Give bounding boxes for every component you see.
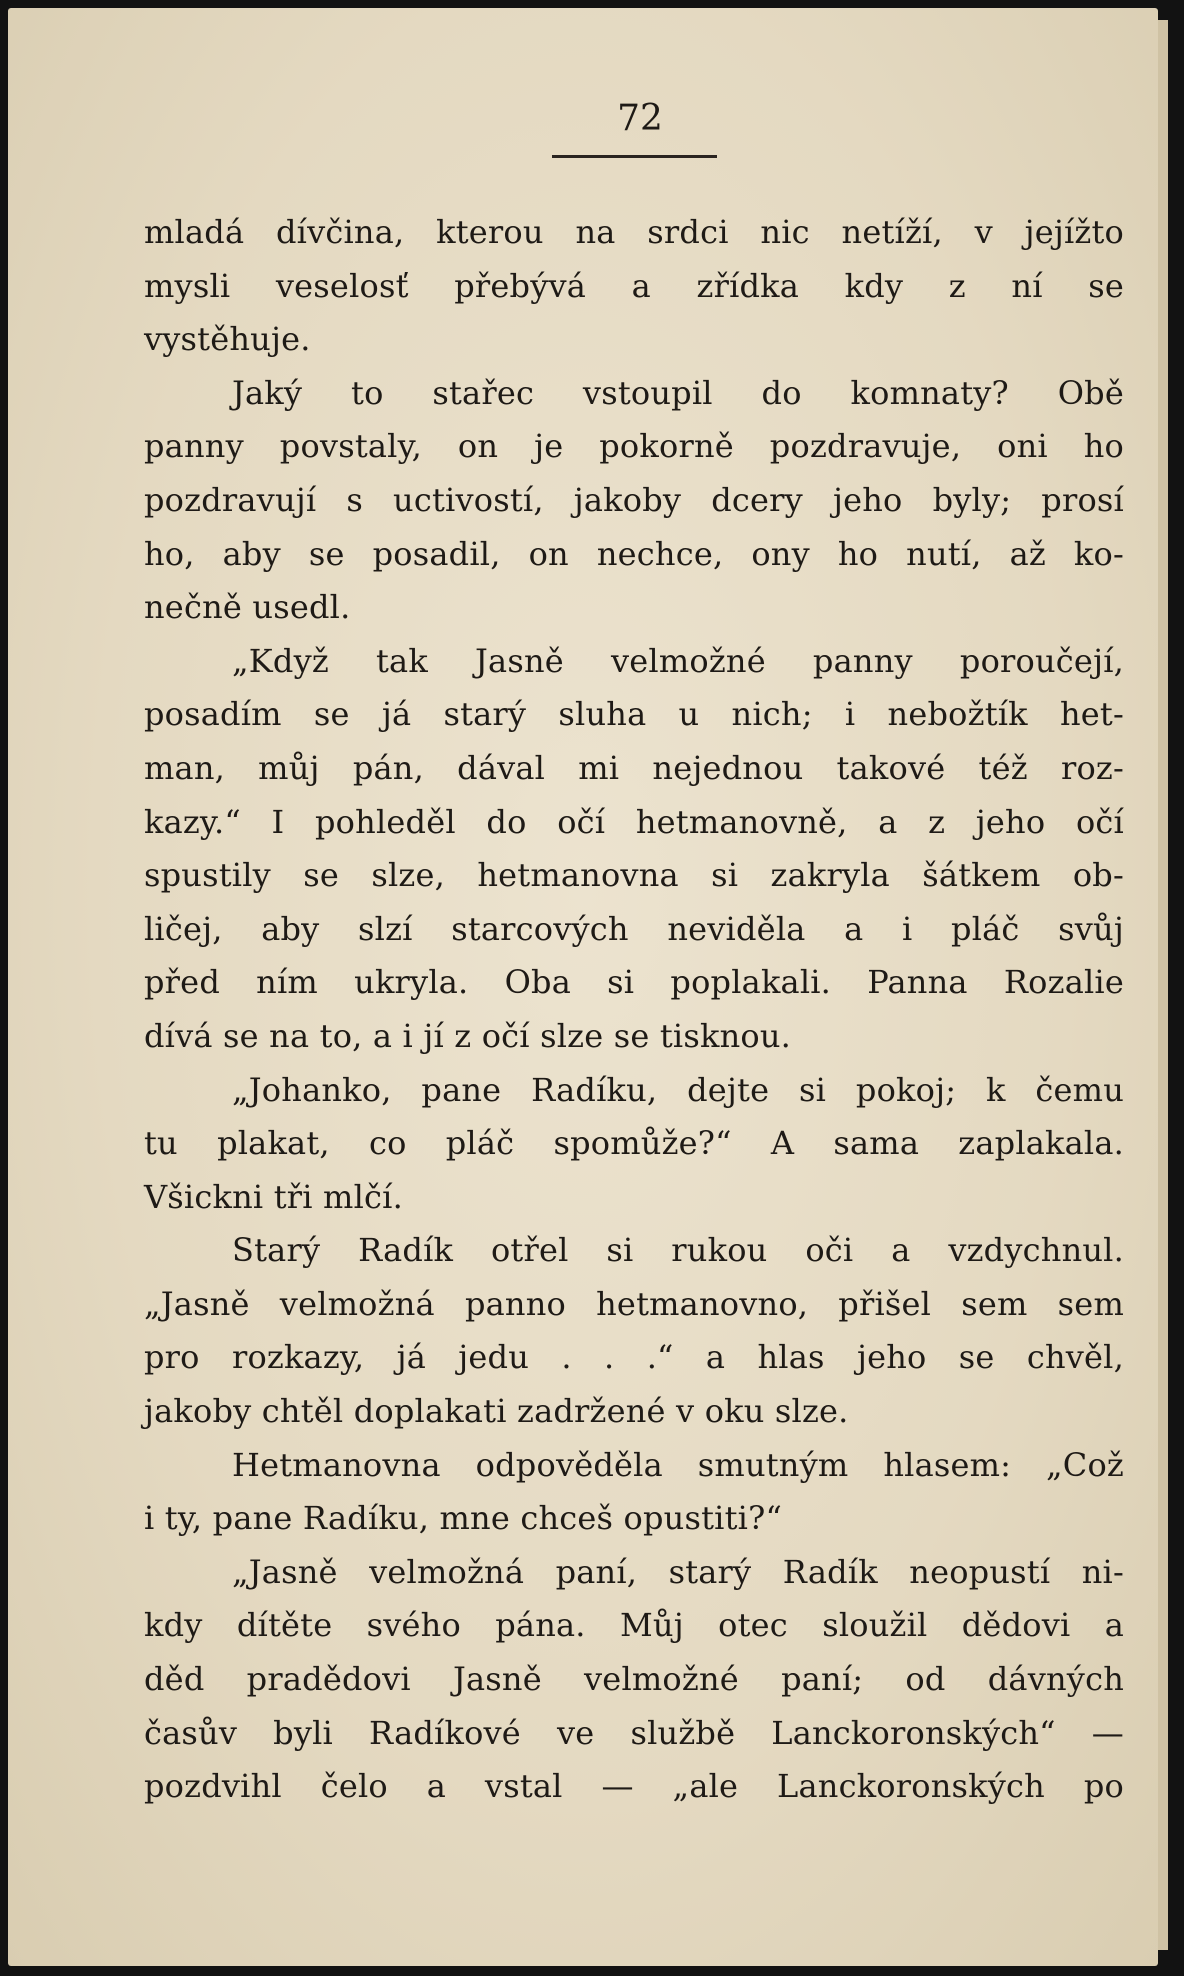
text-line: posadím se já starý sluha u nich; i nebožtík het- — [144, 695, 1124, 734]
text-line: „Johanko, pane Radíku, dejte si pokoj; k čemu — [232, 1070, 1124, 1109]
text-line: „Když tak Jasně velmožné panny poroučejí, — [232, 641, 1124, 680]
text-line: ličej, aby slzí starcových neviděla a i pláč svůj — [144, 909, 1124, 948]
text-line: ho, aby se posadil, on nechce, ony ho nutí, až ko- — [144, 534, 1124, 573]
text-line: man, můj pán, dával mi nejednou takové též roz- — [144, 748, 1124, 787]
text-line: před ním ukryla. Oba si poplakali. Panna Rozalie — [144, 963, 1124, 1002]
text-line: Hetmanovna odpověděla smutným hlasem: „Což — [232, 1445, 1124, 1484]
text-line: mysli veselosť přebývá a zřídka kdy z ní se — [144, 266, 1124, 305]
text-line: pro rozkazy, já jedu . . .“ a hlas jeho se chvěl, — [144, 1338, 1124, 1377]
text-line: panny povstaly, on je pokorně pozdravuje, oni ho — [144, 427, 1124, 466]
text-line: dívá se na to, a i jí z očí slze se tisknou. — [144, 1016, 792, 1055]
page-number: 72 — [617, 98, 663, 139]
text-line: „Jasně velmožná panno hetmanovno, přišel sem sem — [144, 1284, 1124, 1323]
text-line: tu plakat, co pláč spomůže?“ A sama zaplakala. — [144, 1124, 1124, 1163]
text-line: nečně usedl. — [144, 588, 351, 627]
text-line: pozdvihl čelo a vstal — „ale Lanckoronských po — [144, 1767, 1124, 1806]
text-line: kdy dítěte svého pána. Můj otec sloužil dědovi a — [144, 1606, 1124, 1645]
text-line: spustily se slze, hetmanovna si zakryla šátkem ob- — [144, 856, 1124, 895]
text-line: jakoby chtěl doplakati zadržené v oku slze. — [144, 1392, 849, 1431]
text-line: Jaký to stařec vstoupil do komnaty? Obě — [232, 373, 1124, 412]
body-text — [144, 206, 1124, 1814]
text-line: děd pradědovi Jasně velmožné paní; od dávných — [144, 1660, 1124, 1699]
text-line: vystěhuje. — [144, 320, 311, 359]
text-line: mladá dívčina, kterou na srdci nic netíží, v jejížto — [144, 213, 1124, 251]
page-number-rule — [552, 155, 717, 158]
text-line: Starý Radík otřel si rukou oči a vzdychnul. — [232, 1231, 1124, 1270]
text-line: časův byli Radíkové ve službě Lanckoronských“ — — [144, 1713, 1124, 1752]
text-line: pozdravují s uctivostí, jakoby dcery jeho byly; prosí — [144, 480, 1124, 519]
text-line: i ty, pane Radíku, mne chceš opustiti?“ — [144, 1499, 783, 1538]
text-line: kazy.“ I pohleděl do očí hetmanovně, a z jeho očí — [144, 802, 1124, 841]
page-edge — [1158, 20, 1168, 1950]
text-line: Všickni tři mlčí. — [144, 1177, 403, 1216]
text-line: „Jasně velmožná paní, starý Radík neopustí ni- — [232, 1552, 1124, 1591]
